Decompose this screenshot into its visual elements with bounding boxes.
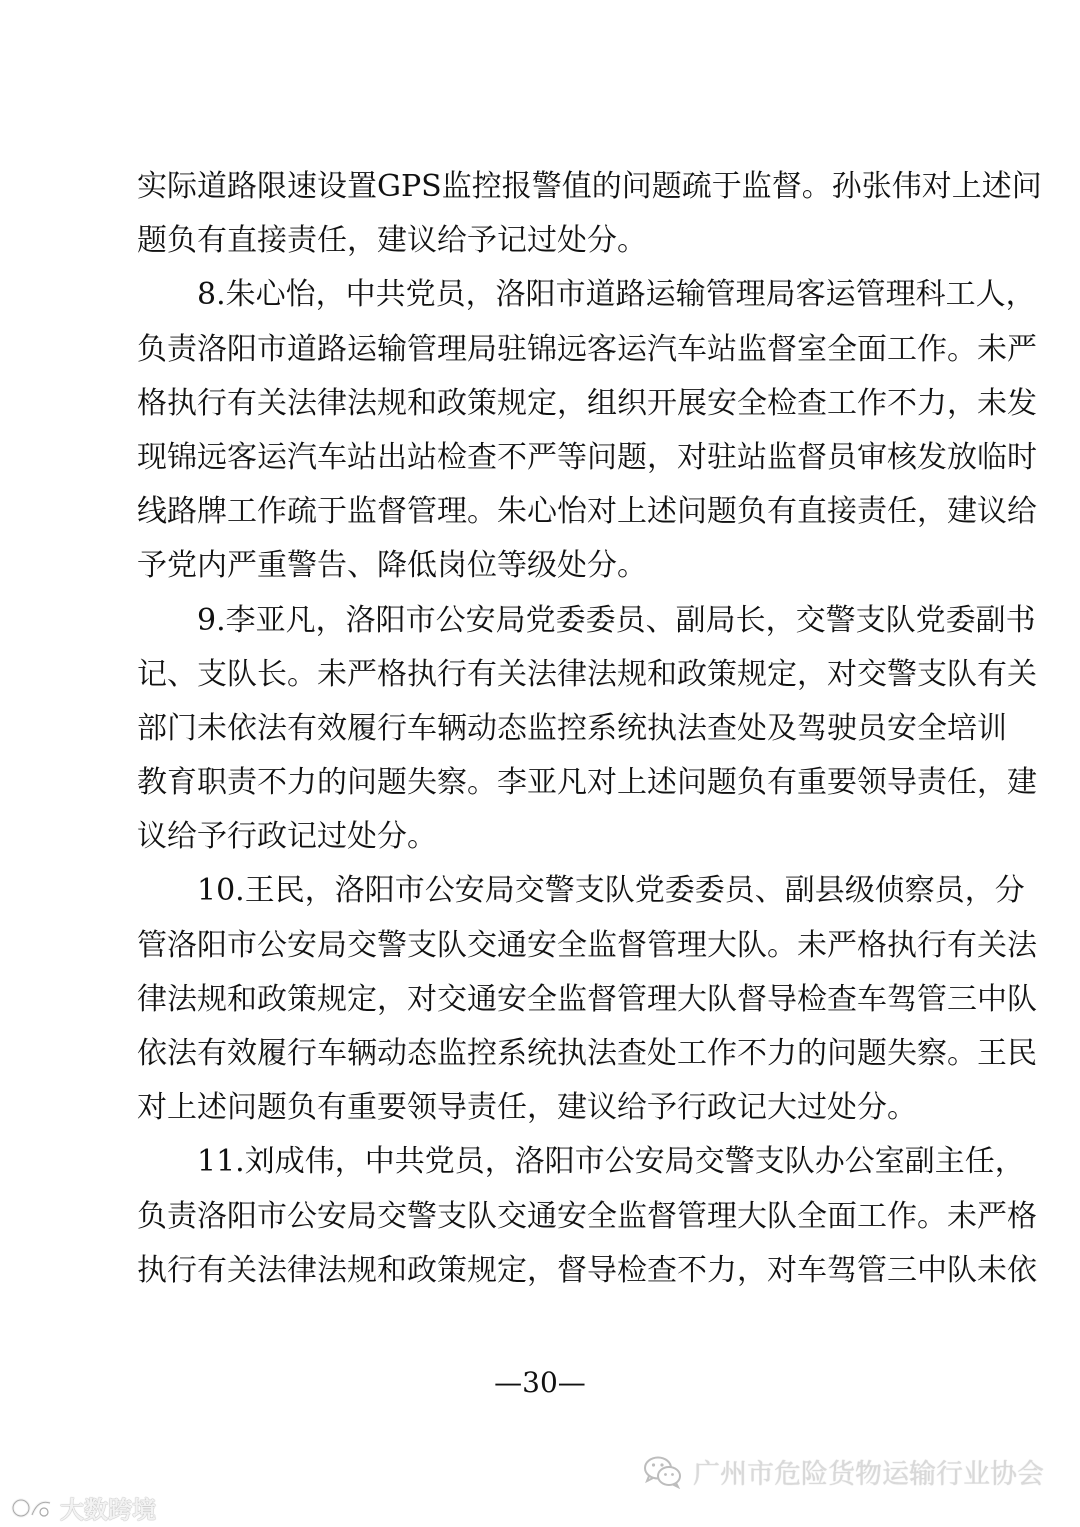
text-line: 律法规和政策规定，对交通安全监督管理大队督导检查车驾管三中队 — [137, 981, 1037, 1017]
text-line: 部门未依法有效履行车辆动态监控系统执法查处及驾驶员安全培训 — [137, 710, 1007, 746]
text-line: 题负有直接责任，建议给予记过处分。 — [137, 223, 647, 259]
page-number: —30— — [494, 1366, 586, 1399]
text-line: 负责洛阳市公安局交警支队交通安全监督管理大队全面工作。未严格 — [137, 1198, 1037, 1234]
wechat-source — [643, 1452, 1044, 1491]
text-line: 执行有关法律法规和政策规定，督导检查不力，对车驾管三中队未依 — [137, 1252, 1037, 1288]
wechat-icon — [643, 1455, 683, 1489]
text-line: 线路牌工作疏于监督管理。朱心怡对上述问题负有直接责任，建议给 — [137, 494, 1037, 530]
text-line: 教育职责不力的问题失察。李亚凡对上述问题负有重要领导责任，建 — [137, 765, 1037, 801]
text-line: 负责洛阳市道路运输管理局驻锦远客运汽车站监督室全面工作。未严 — [137, 331, 1037, 367]
text-line: 9.李亚凡，洛阳市公安局党委委员、副局长，交警支队党委副书 — [137, 602, 1036, 638]
text-line: 10.王民，洛阳市公安局交警支队党委委员、副县级侦察员，分 — [137, 873, 1025, 909]
text-line: 记、支队长。未严格执行有关法律法规和政策规定，对交警支队有关 — [137, 656, 1037, 692]
watermark-logo-icon — [10, 1495, 54, 1521]
text-line: 11.刘成伟，中共党员，洛阳市公安局交警支队办公室副主任， — [137, 1144, 1025, 1180]
text-line: 格执行有关法律法规和政策规定，组织开展安全检查工作不力，未发 — [137, 385, 1037, 421]
text-line: 现锦远客运汽车站出站检查不严等问题，对驻站监督员审核发放临时 — [137, 439, 1037, 475]
watermark — [10, 1490, 156, 1525]
wechat-account-name: 广州市危险货物运输行业协会 — [693, 1459, 1044, 1490]
text-line: 实际道路限速设置GPS监控报警值的问题疏于监督。孙张伟对上述问 — [137, 169, 1042, 204]
document-body — [137, 160, 1042, 1298]
text-line: 议给予行政记过处分。 — [137, 819, 437, 855]
text-line: 8.朱心怡，中共党员，洛阳市道路运输管理局客运管理科工人， — [137, 277, 1036, 313]
text-line: 依法有效履行车辆动态监控系统执法查处工作不力的问题失察。王民 — [137, 1036, 1037, 1071]
text-line: 予党内严重警告、降低岗位等级处分。 — [137, 548, 647, 584]
text-line: 对上述问题负有重要领导责任，建议给予行政记大过处分。 — [137, 1090, 917, 1126]
watermark-text: 大数跨境 — [60, 1496, 156, 1524]
text-line: 管洛阳市公安局交警支队交通安全监督管理大队。未严格执行有关法 — [137, 927, 1037, 963]
